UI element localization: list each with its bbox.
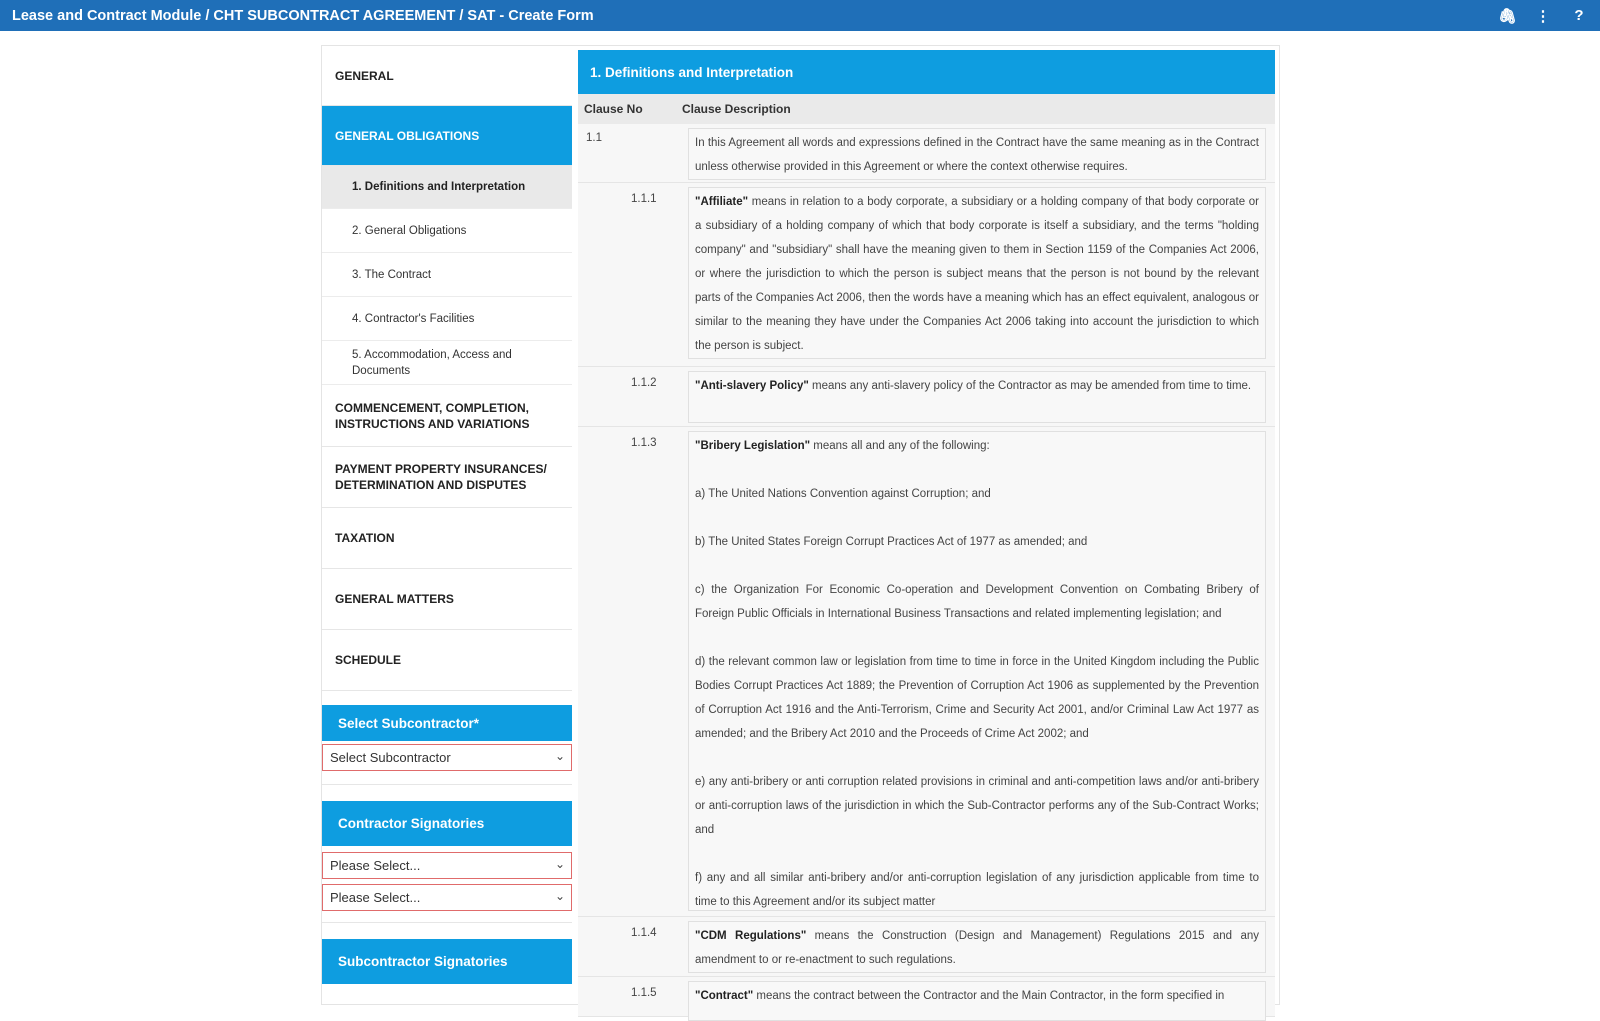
defined-term: "Contract" [695, 990, 754, 1002]
page-title: Lease and Contract Module / CHT SUBCONTRACT AGREEMENT / SAT - Create Form [12, 7, 594, 24]
contractor-signatories-header: Contractor Signatories [322, 801, 572, 846]
clause-text: means the contract between the Contractor and the Main Contractor, in the form specified in [753, 990, 1225, 1002]
col-clause-no: Clause No [584, 102, 643, 116]
select-subcontractor-header: Select Subcontractor* [322, 705, 572, 741]
defined-term: "Anti-slavery Policy" [695, 380, 809, 392]
clause-text: In this Agreement all words and expressions defined in the Contract have the same meaning as in the Contract unless otherwise provided in this Agreement or where the context otherwise requires. [695, 137, 1259, 173]
nav-sub-definitions[interactable]: 1. Definitions and Interpretation [322, 166, 572, 209]
clause-description[interactable] [688, 921, 1266, 973]
contractor-signatory-select-2[interactable] [322, 884, 572, 911]
clause-text: means all and any of the following: [810, 440, 990, 452]
clause-row [578, 977, 1275, 1017]
nav-section-commencement[interactable]: COMMENCEMENT, COMPLETION, INSTRUCTIONS AND VARIATIONS [322, 385, 572, 447]
subcontractor-select[interactable] [322, 744, 572, 771]
defined-term: "CDM Regulations" [695, 930, 807, 942]
clause-row [578, 183, 1275, 367]
paperclip-icon[interactable]: 🖇 [1498, 7, 1518, 25]
nav-section-taxation[interactable]: TAXATION [322, 508, 572, 569]
col-clause-desc: Clause Description [682, 102, 791, 116]
help-icon[interactable]: ? [1574, 7, 1584, 24]
nav-section-general[interactable]: GENERAL [322, 46, 572, 106]
sub-item: a) The United Nations Convention against Corruption; and [695, 488, 991, 500]
clause-row [578, 367, 1275, 427]
subcontractor-select-value: Select Subcontractor [330, 750, 451, 765]
clause-row [578, 124, 1275, 183]
defined-term: "Affiliate" [695, 196, 749, 208]
clause-text: means the Construction (Design and Management) Regulations 2015 and any amendment to or re-enactment to such regulations. [695, 930, 1259, 966]
sidebar [322, 46, 572, 984]
sub-item: c) the Organization For Economic Co-operation and Development Convention on Combating Bribery of Foreign Public Officials in International Business Transactions and related implementing legislation; and [695, 584, 1259, 620]
clause-number: 1.1 [586, 132, 602, 144]
clause-number: 1.1.3 [631, 437, 657, 449]
contractor-signatory-select-2-value: Please Select... [330, 890, 421, 905]
clause-row [578, 917, 1275, 977]
clauses-panel [578, 50, 1275, 1017]
sub-item: b) The United States Foreign Corrupt Practices Act of 1977 as amended; and [695, 536, 1088, 548]
clause-text: means in relation to a body corporate, a subsidiary or a holding company of that body corporate or a subsidiary of a holding company of which that body corporate is itself a subsidiary, and the terms "holding company" and "subsidiary" shall have the meaning given to them in Section 1159 of the Companies Act 2006, or where the jurisdiction to which the person is subject means that the person is not bound by the relevant parts of the Companies Act 2006, then the words have a meaning which has an effect equivalent, analogous or similar to the meaning they have under the Companies Act 2006 taking into account the jurisdiction to which the person is subject. [695, 196, 1259, 352]
contractor-signatory-select-1-value: Please Select... [330, 858, 421, 873]
clause-number: 1.1.5 [631, 987, 657, 999]
defined-term: "Bribery Legislation" [695, 440, 811, 452]
clause-description[interactable] [688, 981, 1266, 1021]
clause-row [578, 427, 1275, 917]
more-vertical-icon[interactable]: ⋮ [1535, 7, 1551, 25]
clauses-table-header [578, 94, 1275, 124]
clause-description[interactable] [688, 371, 1266, 423]
chevron-down-icon: ⌄ [554, 889, 565, 903]
clause-description[interactable] [688, 187, 1266, 359]
clause-text: means any anti-slavery policy of the Contractor as may be amended from time to time. [808, 380, 1252, 392]
nav-sub-general-obligations[interactable]: 2. General Obligations [322, 209, 572, 253]
clause-number: 1.1.1 [631, 193, 657, 205]
sub-item: f) any and all similar anti-bribery and/or anti-corruption legislation of any jurisdiction applicable from time to time to this Agreement and/or its subject matter [695, 872, 1259, 908]
subcontractor-signatories-header: Subcontractor Signatories [322, 939, 572, 984]
contractor-signatory-select-1[interactable] [322, 852, 572, 879]
section-title: 1. Definitions and Interpretation [578, 50, 1275, 94]
sub-item: d) the relevant common law or legislation from time to time in force in the United Kingdom including the Public Bodies Corrupt Practices Act 1889; the Prevention of Corruption Act 1906 as supplemented by the Prevention of Corruption Act 1916 and the Anti-Terrorism, Crime and Security Act 2001, and/or Criminal Law Act 1977 as amended; and the Bribery Act 2010 and the Proceeds of Crime Act 2002; and [695, 656, 1259, 740]
nav-sub-accommodation[interactable]: 5. Accommodation, Access and Documents [322, 341, 572, 385]
nav-section-schedule[interactable]: SCHEDULE [322, 630, 572, 691]
nav-section-general-matters[interactable]: GENERAL MATTERS [322, 569, 572, 630]
clause-description[interactable] [688, 431, 1266, 911]
chevron-down-icon: ⌄ [554, 857, 565, 871]
clause-number: 1.1.4 [631, 927, 657, 939]
nav-section-general-obligations[interactable]: GENERAL OBLIGATIONS [322, 106, 572, 166]
chevron-down-icon: ⌄ [554, 749, 565, 763]
nav-section-payment[interactable]: PAYMENT PROPERTY INSURANCES/ DETERMINATION AND DISPUTES [322, 447, 572, 508]
clause-number: 1.1.2 [631, 377, 657, 389]
top-bar-actions [1498, 7, 1588, 25]
sub-item: e) any anti-bribery or anti corruption related provisions in criminal and anti-competition laws and/or anti-bribery or anti-corruption laws of the jurisdiction in which the Sub-Contractor performs any of the Sub-Contract Works; and [695, 776, 1259, 836]
nav-sub-the-contract[interactable]: 3. The Contract [322, 253, 572, 297]
top-bar [0, 0, 1600, 31]
clause-description[interactable] [688, 128, 1266, 180]
nav-sub-contractors-facilities[interactable]: 4. Contractor's Facilities [322, 297, 572, 341]
